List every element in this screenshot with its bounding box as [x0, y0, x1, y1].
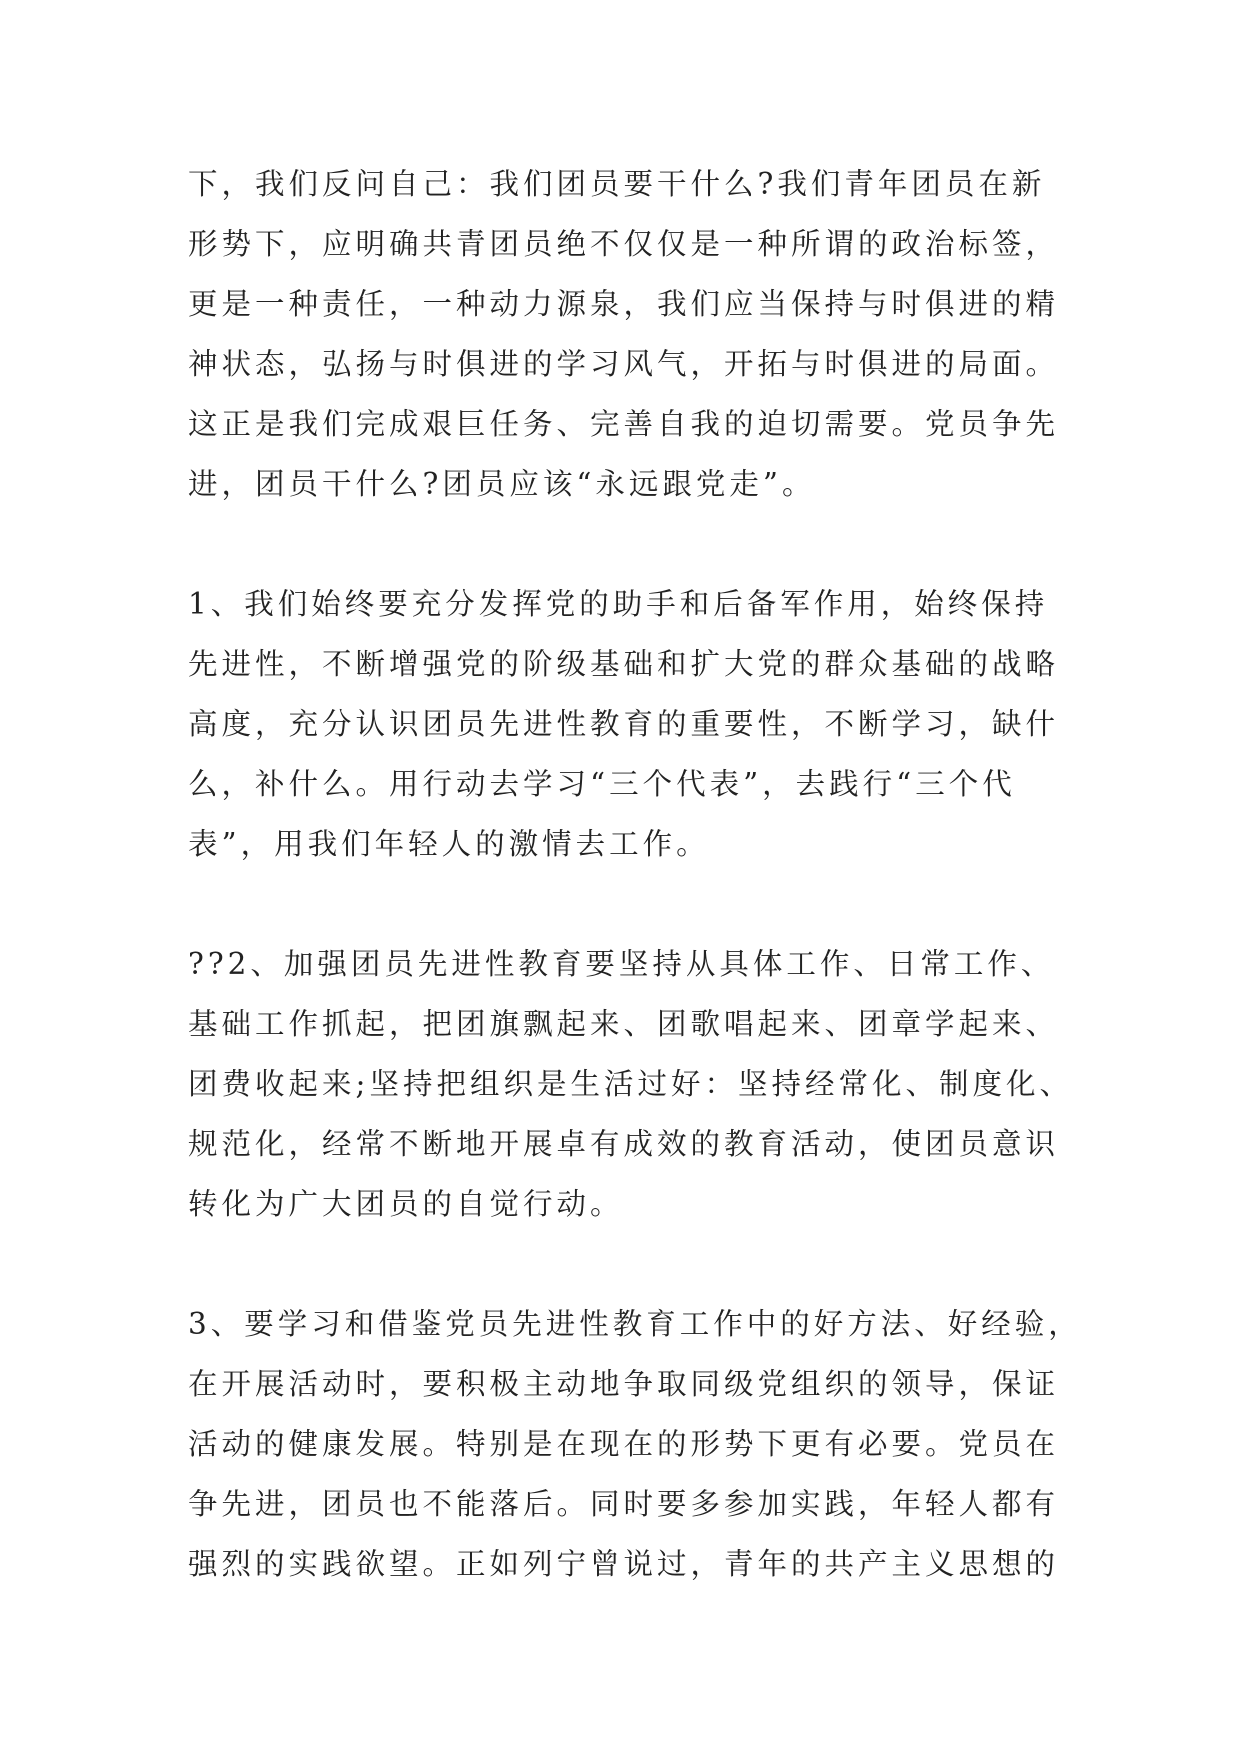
text-line: 团费收起来;坚持把组织是生活过好：坚持经常化、制度化、: [188, 1067, 1073, 1101]
text-line: 在开展活动时，要积极主动地争取同级党组织的领导，保证: [188, 1367, 1060, 1401]
text-line: ??2、加强团员先进性教育要坚持从具体工作、日常工作、: [188, 947, 1055, 981]
paragraph-2: [188, 574, 1068, 874]
text-line: 规范化，经常不断地开展卓有成效的教育活动，使团员意识: [188, 1127, 1060, 1161]
paragraph-spacer: [188, 514, 1068, 574]
text-line: 高度，充分认识团员先进性教育的重要性，不断学习，缺什: [188, 707, 1060, 741]
paragraph-spacer: [188, 874, 1068, 934]
text-line: 先进性，不断增强党的阶级基础和扩大党的群众基础的战略: [188, 647, 1060, 681]
text-line: 转化为广大团员的自觉行动。: [188, 1187, 624, 1221]
text-line: 下，我们反问自己：我们团员要干什么?我们青年团员在新: [188, 167, 1046, 201]
text-line: 这正是我们完成艰巨任务、完善自我的迫切需要。党员争先: [188, 407, 1060, 441]
text-line: 神状态，弘扬与时俱进的学习风气，开拓与时俱进的局面。: [188, 347, 1060, 381]
text-line: 进，团员干什么?团员应该“永远跟党走”。: [188, 467, 816, 501]
document-body: [188, 154, 1082, 1594]
paragraph-3: [188, 934, 1073, 1234]
text-line: 1、我们始终要充分发挥党的助手和后备军作用，始终保持: [188, 587, 1049, 621]
text-line: 3、要学习和借鉴党员先进性教育工作中的好方法、好经验，: [188, 1307, 1082, 1341]
text-line: 争先进，团员也不能落后。同时要多参加实践，年轻人都有: [188, 1487, 1060, 1521]
text-line: 强烈的实践欲望。正如列宁曾说过，青年的共产主义思想的: [188, 1547, 1060, 1581]
text-line: 表”，用我们年轻人的激情去工作。: [188, 827, 710, 861]
text-line: 基础工作抓起，把团旗飘起来、团歌唱起来、团章学起来、: [188, 1007, 1060, 1041]
text-line: 活动的健康发展。特别是在现在的形势下更有必要。党员在: [188, 1427, 1060, 1461]
text-line: 么，补什么。用行动去学习“三个代表”，去践行“三个代: [188, 767, 1016, 801]
paragraph-4: [188, 1294, 1082, 1594]
paragraph-spacer: [188, 1234, 1068, 1294]
paragraph-1: [188, 154, 1068, 514]
text-line: 更是一种责任，一种动力源泉，我们应当保持与时俱进的精: [188, 287, 1060, 321]
text-line: 形势下，应明确共青团员绝不仅仅是一种所谓的政治标签，: [188, 227, 1060, 261]
